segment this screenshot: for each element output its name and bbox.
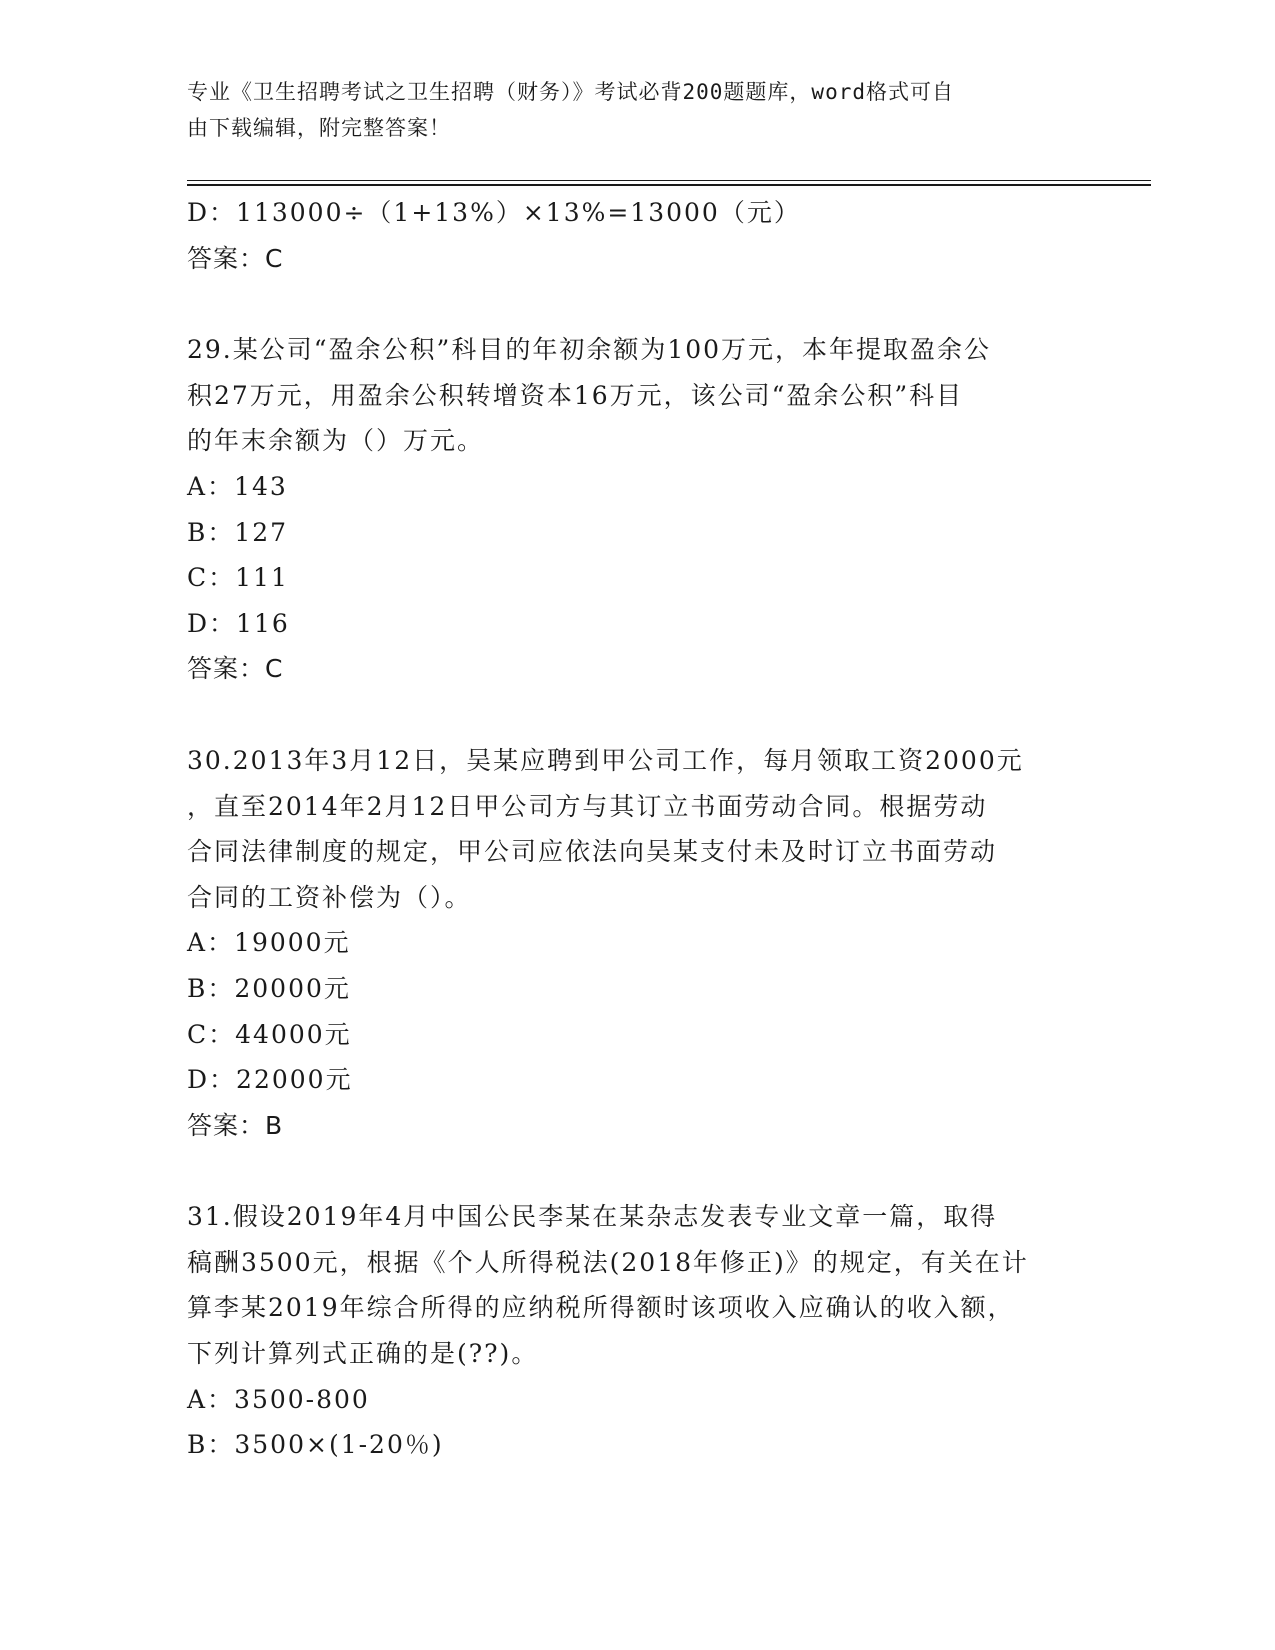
- q29-answer: 答案：C: [187, 654, 284, 684]
- q28-option-d: D：113000÷（1+13%）×13%=13000（元）: [187, 198, 801, 227]
- q30-answer: 答案：B: [187, 1110, 284, 1140]
- q28-answer: 答案：C: [187, 243, 284, 273]
- document-header: [187, 74, 1087, 146]
- question-31: [187, 1194, 1107, 1468]
- q30-option-c: C：44000元: [187, 1019, 352, 1049]
- q29-option-d: D：116: [187, 608, 290, 638]
- header-divider-thick: [187, 184, 1151, 186]
- q30-option-b: B：20000元: [187, 973, 351, 1003]
- q31-stem-line-3: 算李某2019年综合所得的应纳税所得额时该项收入应确认的收入额，: [187, 1293, 1015, 1323]
- header-line-2: 由下载编辑，附完整答案！: [187, 116, 451, 140]
- q30-option-d: D：22000元: [187, 1065, 353, 1095]
- header-divider-thin: [187, 180, 1151, 181]
- q31-stem-line-2: 稿酬3500元，根据《个人所得税法(2018年修正)》的规定，有关在计: [187, 1247, 1029, 1277]
- question-30: [187, 738, 1107, 1148]
- question-28-tail: [187, 190, 1107, 281]
- q29-stem-line-3: 的年末余额为（）万元。: [187, 426, 485, 456]
- document-body: [187, 190, 1107, 1468]
- q30-stem-line-4: 合同的工资补偿为（）。: [187, 882, 472, 912]
- q29-stem-line-1: 29.某公司“盈余公积”科目的年初余额为100万元，本年提取盈余公: [187, 335, 992, 365]
- q31-option-b: B：3500×(1-20％): [187, 1430, 444, 1460]
- q31-stem-line-4: 下列计算列式正确的是(??)。: [187, 1339, 539, 1369]
- q31-stem-line-1: 31.假设2019年4月中国公民李某在某杂志发表专业文章一篇，取得: [187, 1202, 998, 1232]
- q30-option-a: A：19000元: [187, 928, 351, 958]
- q30-stem-line-2: ，直至2014年2月12日甲公司方与其订立书面劳动合同。根据劳动: [187, 791, 988, 821]
- header-line-1: 专业《卫生招聘考试之卫生招聘（财务）》考试必背200题题库，word格式可自: [187, 80, 954, 104]
- q31-option-a: A：3500-800: [187, 1384, 370, 1414]
- q30-stem-line-3: 合同法律制度的规定，甲公司应依法向吴某支付未及时订立书面劳动: [187, 837, 998, 867]
- q29-option-c: C：111: [187, 563, 289, 593]
- q29-option-a: A：143: [187, 471, 288, 501]
- q29-option-b: B：127: [187, 517, 289, 547]
- q30-stem-line-1: 30.2013年3月12日，吴某应聘到甲公司工作，每月领取工资2000元: [187, 745, 1024, 775]
- q29-stem-line-2: 积27万元，用盈余公积转增资本16万元，该公司“盈余公积”科目: [187, 380, 964, 410]
- question-29: [187, 327, 1107, 692]
